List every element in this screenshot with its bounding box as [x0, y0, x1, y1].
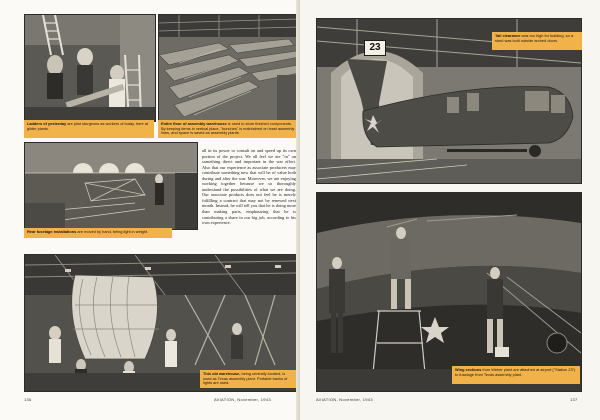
caption-old-warehouse	[200, 370, 296, 388]
photo-rear-fuselage-image	[25, 143, 197, 229]
caption-ladders-bold: Ladders of yesterday	[27, 121, 67, 126]
caption-rear-fuselage-text: are moved by hand, being light in weight.	[76, 229, 149, 234]
caption-glider-tail-text: was too high for building, so a shed was built outside arched doors.	[495, 33, 574, 43]
caption-wing-sections	[452, 366, 580, 384]
photo-assembly-floor	[158, 14, 300, 122]
caption-wing-sections-bold: Wing sections	[455, 367, 482, 372]
caption-rear-fuselage	[24, 228, 172, 238]
right-page-number: 137	[570, 397, 578, 402]
caption-ladders	[24, 120, 154, 138]
left-running-head: AVIATION, November, 1943	[214, 397, 271, 402]
article-paragraph: all in its power to consult on and speed up its own portion of the project. We all feel we are "in" on something direct and important in the war effort. Also that our experience as associate producers may contribute something new that will be of value both during and after the war. Moreover, we are enjoying working together because we so thoroughly understand the possibilities of what we are doing. Our associate products does not feel he is merely fulfilling a contract that may not be renewed next month. Instead, he will tell you that he is doing more than making parts, emphasizing that he is contributing a share in our big job, according to his own experience.	[202, 148, 296, 226]
caption-old-warehouse-text: being centrally located, is used as Texas assembly plant. Portable banks of lights are used.	[203, 371, 288, 386]
caption-assembly-floor	[158, 120, 298, 138]
hangar-number: 23	[369, 42, 381, 53]
photo-wing-sections-image	[317, 193, 581, 391]
left-page-number: 136	[24, 397, 32, 402]
photo-rear-fuselage	[24, 142, 198, 230]
article-body-text	[202, 148, 296, 242]
photo-assembly-floor-image	[159, 15, 299, 121]
caption-wing-sections-text: from Weber plant are attached at airport ("Station 23") to fuselage from Texas assembly plant.	[455, 367, 576, 377]
caption-glider-tail-bold: Tail clearance	[495, 33, 521, 38]
right-running-head: AVIATION, November, 1943	[316, 397, 373, 402]
photo-wing-sections	[316, 192, 582, 392]
caption-glider-tail	[492, 32, 582, 50]
caption-rear-fuselage-bold: Rear fuselage installations	[27, 229, 77, 234]
hangar-number-sign	[364, 40, 386, 56]
photo-ladders	[24, 14, 156, 122]
photo-ladders-image	[25, 15, 155, 121]
right-page	[300, 0, 600, 420]
caption-ladders-text: are pilot sturgeons as workers of today, here at glider plants.	[27, 121, 149, 131]
caption-old-warehouse-bold: This old warehouse,	[203, 371, 241, 376]
caption-assembly-floor-text: is used to store finished components. By keeping items in vertical place, "bunches" is maintained on least assembly lines, and space is saved as assembly plants.	[161, 121, 295, 136]
caption-assembly-floor-bold: Entire floor of assembly warehouse	[161, 121, 227, 126]
